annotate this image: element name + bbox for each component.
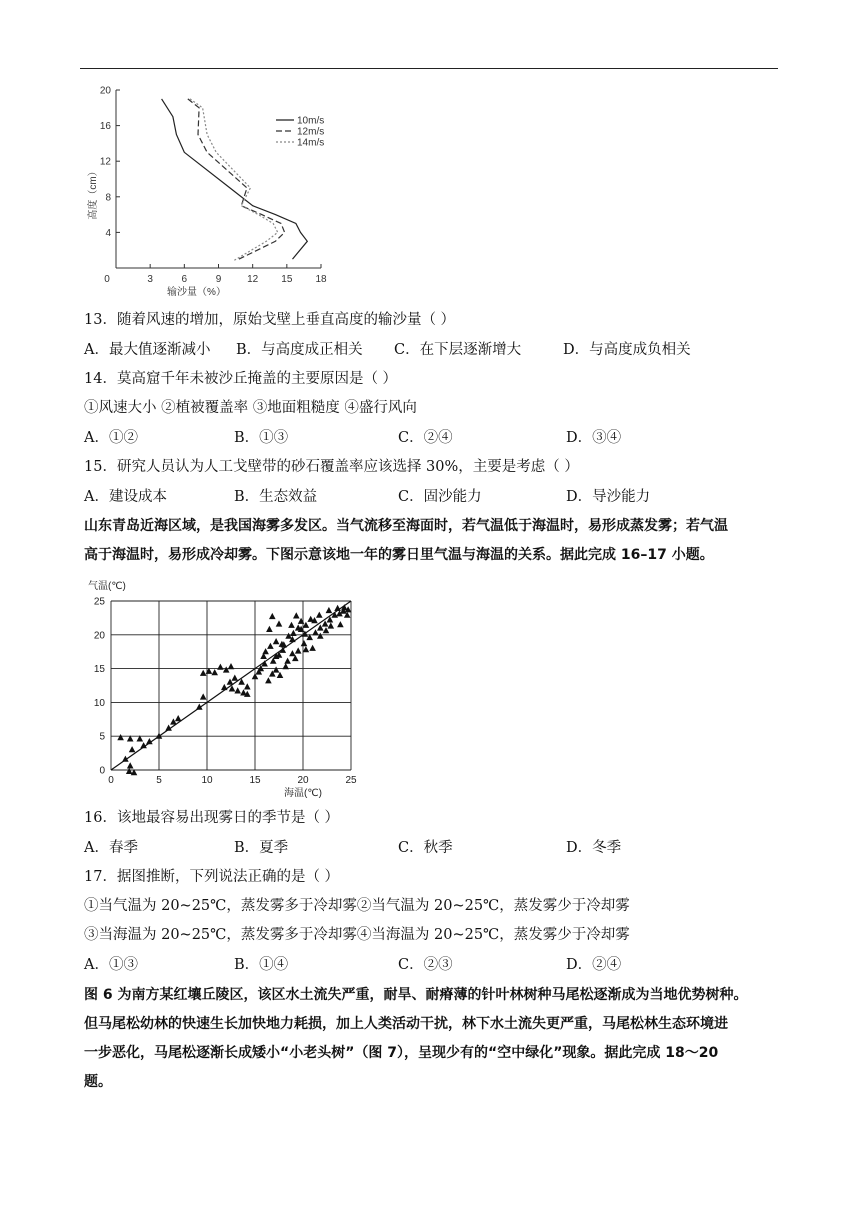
- q14-option-a[interactable]: A．①②: [84, 430, 138, 446]
- data-point: [303, 646, 310, 652]
- q13-option-c[interactable]: C．在下层逐渐增大: [394, 342, 522, 358]
- x-tick-label: 15: [281, 274, 293, 285]
- y-tick-label: 20: [93, 630, 105, 642]
- q13-option-d[interactable]: D．与高度成负相关: [563, 342, 691, 358]
- q16-option-a[interactable]: A．春季: [84, 840, 138, 856]
- temperature-scatter-chart: [84, 574, 374, 802]
- q14-option-c[interactable]: C．②④: [398, 430, 453, 446]
- data-point: [117, 734, 124, 740]
- data-point: [265, 677, 272, 683]
- q15-option-b[interactable]: B．生态效益: [234, 489, 318, 505]
- data-point: [277, 672, 284, 678]
- q14-option-b[interactable]: B．①③: [234, 430, 289, 446]
- y-axis-label: 高度（cm）: [88, 166, 99, 220]
- x-tick-label: 9: [215, 274, 222, 285]
- intro1-line1: 山东青岛近海区域，是我国海雾多发区。当气流移至海面时，若气温低于海温时，易形成蒸发雾；若气温: [84, 518, 728, 534]
- y-tick-label: 8: [105, 192, 111, 204]
- q17-statement-2: ③当海温为 20~25℃，蒸发雾多于冷却雾④当海温为 20~25℃，蒸发雾少于冷却雾: [84, 927, 630, 943]
- data-point: [170, 718, 177, 724]
- q13-option-b[interactable]: B．与高度成正相关: [236, 342, 363, 358]
- data-point: [289, 650, 296, 656]
- q17-statement-1: ①当气温为 20~25℃，蒸发雾多于冷却雾②当气温为 20~25℃，蒸发雾少于冷却雾: [84, 898, 630, 914]
- q15-option-a[interactable]: A．建设成本: [84, 489, 167, 505]
- x-tick-label: 20: [297, 775, 309, 786]
- legend-label: 12m/s: [297, 126, 325, 138]
- data-point: [223, 666, 230, 672]
- data-point: [309, 645, 316, 651]
- y-axis-label: 气温(℃): [88, 581, 126, 592]
- q17-option-d[interactable]: D．②④: [566, 957, 622, 973]
- data-point: [273, 666, 280, 672]
- q14-items: ①风速大小 ②植被覆盖率 ③地面粗糙度 ④盛行风向: [84, 400, 417, 416]
- y-tick-label: 15: [93, 664, 105, 676]
- intro2-line1: 图 6 为南方某红壤丘陵区，该区水土流失严重，耐旱、耐瘠薄的针叶林树种马尾松逐渐成为当地优势树种。: [84, 987, 748, 1003]
- q16-stem: 16．该地最容易出现雾日的季节是（ ）: [84, 810, 340, 826]
- data-point: [267, 643, 274, 649]
- data-point: [200, 670, 207, 676]
- data-point: [301, 640, 308, 646]
- data-point: [290, 630, 297, 636]
- data-point: [221, 684, 228, 690]
- y-tick-label: 0: [99, 765, 105, 777]
- intro2-line4: 题。: [84, 1074, 112, 1090]
- q16-option-c[interactable]: C．秋季: [398, 840, 453, 856]
- q17-stem: 17．据图推断，下列说法正确的是（ ）: [84, 869, 340, 885]
- sand-transport-svg: [84, 82, 344, 304]
- data-point: [284, 658, 291, 664]
- data-point: [276, 620, 283, 626]
- sand-transport-chart: [84, 82, 344, 304]
- q15-option-d[interactable]: D．导沙能力: [566, 489, 651, 505]
- y-tick-label: 5: [99, 731, 105, 743]
- trend-line: [111, 601, 351, 770]
- x-tick-label: 5: [156, 775, 162, 786]
- data-point: [317, 633, 324, 639]
- x-tick-label: 25: [345, 775, 357, 786]
- q13-stem: 13．随着风速的增加，原始戈壁上垂直高度的输沙量（ ）: [84, 312, 456, 328]
- y-tick-label: 16: [99, 121, 111, 133]
- series-line-10m-s: [162, 99, 308, 259]
- q15-stem: 15．研究人员认为人工戈壁带的砂石覆盖率应该选择 30%，主要是考虑（ ）: [84, 459, 579, 475]
- x-tick-label: 3: [147, 274, 153, 285]
- y-tick-label: 20: [99, 85, 111, 97]
- x-tick-label: 15: [249, 775, 261, 786]
- data-point: [232, 675, 239, 681]
- data-point: [129, 746, 136, 752]
- y-tick-label: 10: [93, 697, 105, 709]
- x-tick-label: 0: [108, 775, 114, 786]
- x-tick-label: 18: [315, 274, 327, 285]
- header-rule: [80, 68, 778, 69]
- x-axis-label: 海温(℃): [284, 788, 322, 799]
- data-point: [269, 613, 276, 619]
- legend-label: 10m/s: [297, 115, 325, 127]
- data-point: [234, 687, 241, 693]
- data-point: [262, 648, 269, 654]
- data-point: [328, 622, 335, 628]
- y-tick-label: 25: [93, 596, 105, 608]
- data-point: [211, 669, 218, 675]
- x-tick-label: 6: [181, 274, 188, 285]
- x-axis-label: 输沙量（%）: [167, 287, 226, 298]
- data-point: [156, 733, 163, 739]
- q17-option-a[interactable]: A．①③: [84, 957, 138, 973]
- x-tick-label: 12: [247, 274, 259, 285]
- data-point: [334, 605, 341, 611]
- q15-option-c[interactable]: C．固沙能力: [398, 489, 482, 505]
- temperature-scatter-svg: [84, 574, 374, 802]
- data-point: [127, 762, 134, 768]
- q16-option-d[interactable]: D．冬季: [566, 840, 622, 856]
- q13-option-a[interactable]: A．最大值逐渐减小: [84, 342, 211, 358]
- q17-option-b[interactable]: B．①④: [234, 957, 289, 973]
- intro2-line3: 一步恶化，马尾松逐渐长成矮小“小老头树”（图 7），呈现少有的“空中绿化”现象。据此完成 18～20: [84, 1045, 719, 1061]
- series-line-12m-s: [188, 99, 285, 259]
- data-point: [316, 612, 323, 618]
- data-point: [126, 768, 133, 774]
- data-point: [326, 607, 333, 613]
- y-tick-label: 12: [99, 156, 111, 168]
- intro1-line2: 高于海温时，易形成冷却雾。下图示意该地一年的雾日里气温与海温的关系。据此完成 16–17 小题。: [84, 547, 714, 563]
- data-point: [293, 612, 300, 618]
- legend-label: 14m/s: [297, 137, 325, 149]
- data-point: [295, 647, 302, 653]
- q17-option-c[interactable]: C．②③: [398, 957, 453, 973]
- data-point: [288, 622, 295, 628]
- data-point: [273, 638, 280, 644]
- q14-option-d[interactable]: D．③④: [566, 430, 622, 446]
- series-line-14m-s: [190, 99, 278, 261]
- data-point: [244, 683, 251, 689]
- q16-option-b[interactable]: B．夏季: [234, 840, 289, 856]
- q14-stem: 14．莫高窟千年未被沙丘掩盖的主要原因是（ ）: [84, 371, 398, 387]
- data-point: [217, 664, 224, 670]
- data-point: [282, 663, 289, 669]
- x-tick-label: 10: [201, 775, 213, 786]
- data-point: [175, 715, 182, 721]
- data-point: [266, 626, 273, 632]
- data-point: [337, 621, 344, 627]
- y-tick-label: 4: [105, 227, 111, 239]
- intro2-line2: 但马尾松幼林的快速生长加快地力耗损，加上人类活动干扰，林下水土流失更严重，马尾松林生态环境进: [84, 1016, 728, 1032]
- x-tick-label: 0: [104, 274, 110, 285]
- data-point: [228, 663, 235, 669]
- data-point: [200, 693, 207, 699]
